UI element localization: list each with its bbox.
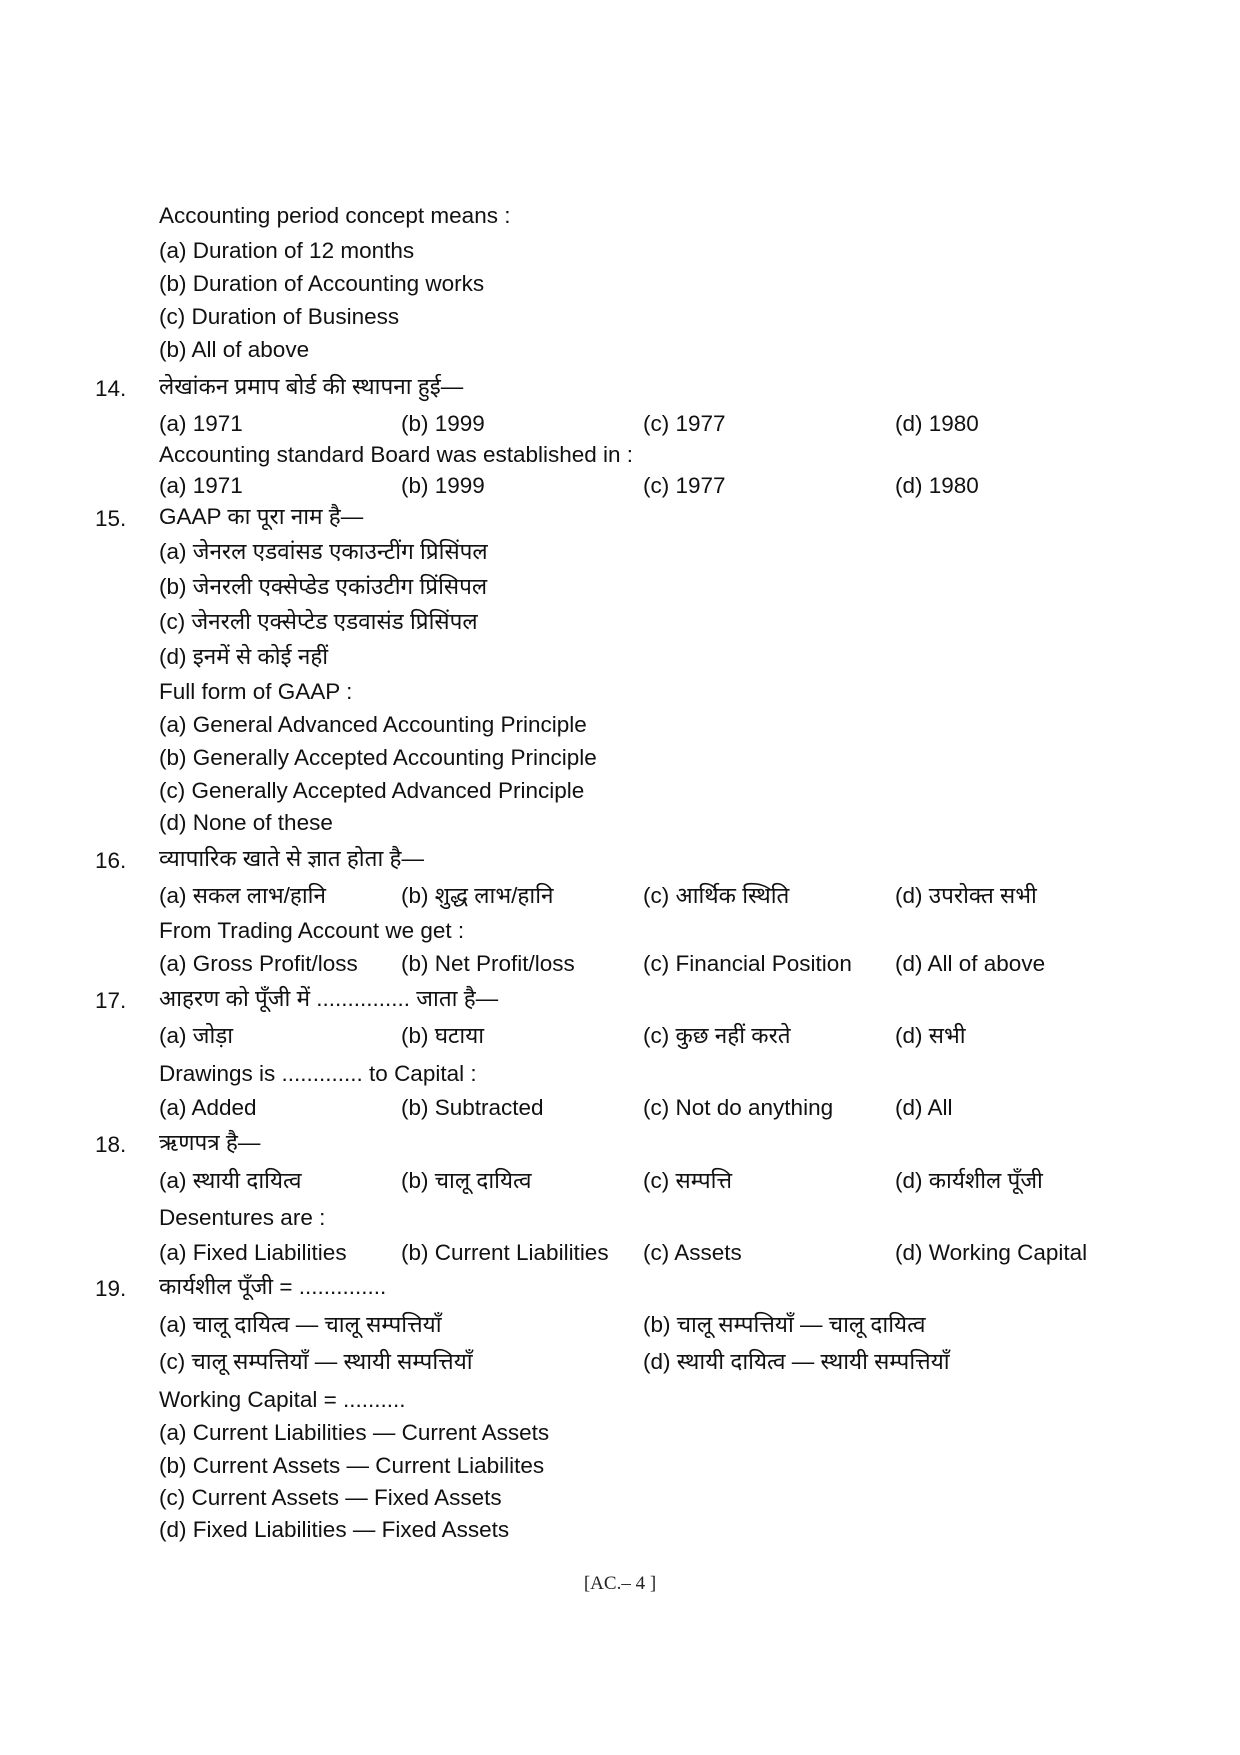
question-text-en: From Trading Account we get :: [159, 918, 465, 943]
question-text-hi: कार्यशील पूँजी = ..............: [159, 1274, 387, 1299]
option-hi: (b) 1999: [401, 411, 485, 436]
option-hi: (c) जेनरली एक्सेप्टेड एडवासंड प्रिसिंपल: [159, 609, 478, 634]
option-en: (b) Net Profit/loss: [401, 951, 575, 976]
option-hi: (d) इनमें से कोई नहीं: [159, 644, 329, 669]
option-hi: (b) शुद्ध लाभ/हानि: [401, 883, 554, 908]
option-hi: (a) 1971: [159, 411, 243, 436]
option-en: (c) Assets: [643, 1240, 742, 1265]
option-en: (b) Current Assets — Current Liabilites: [159, 1453, 545, 1478]
question-text-hi: GAAP का पूरा नाम है—: [159, 504, 364, 529]
option-hi: (d) स्थायी दायित्व — स्थायी सम्पत्तियाँ: [643, 1349, 950, 1374]
option-hi: (b) चालू सम्पत्तियाँ — चालू दायित्व: [643, 1312, 926, 1337]
question-number: 16.: [95, 848, 127, 873]
option-en: (c) Financial Position: [643, 951, 852, 976]
option-en: (c) Duration of Business: [159, 304, 400, 329]
option-en: (d) 1980: [895, 473, 979, 498]
question-text-hi: ऋणपत्र है—: [159, 1130, 261, 1155]
option-hi: (c) कुछ नहीं करते: [643, 1023, 791, 1048]
option-hi: (d) सभी: [895, 1023, 966, 1048]
option-en: (a) Current Liabilities — Current Assets: [159, 1420, 550, 1445]
option-hi: (b) घटाया: [401, 1023, 485, 1048]
question-text-en: Working Capital = ..........: [159, 1387, 406, 1412]
option-hi: (d) कार्यशील पूँजी: [895, 1168, 1043, 1193]
option-hi: (d) 1980: [895, 411, 979, 436]
option-en: (a) Added: [159, 1095, 257, 1120]
option-en: (c) 1977: [643, 473, 726, 498]
option-en: (a) 1971: [159, 473, 243, 498]
option-en: (a) General Advanced Accounting Principle: [159, 712, 587, 737]
option-en: (b) Generally Accepted Accounting Principle: [159, 745, 597, 770]
option-en: (d) Working Capital: [895, 1240, 1088, 1265]
option-hi: (a) जोड़ा: [159, 1023, 234, 1048]
option-en: (d) All: [895, 1095, 953, 1120]
question-text-en: Accounting period concept means :: [159, 203, 511, 228]
option-hi: (c) सम्पत्ति: [643, 1168, 733, 1193]
option-en: (b) All of above: [159, 337, 310, 362]
option-en: (c) Generally Accepted Advanced Principle: [159, 778, 585, 803]
question-number: 14.: [95, 376, 127, 401]
question-text-en: Accounting standard Board was established in :: [159, 442, 634, 467]
option-hi: (a) जेनरल एडवांसड एकाउन्टींग प्रिसिंपल: [159, 539, 488, 564]
option-hi: (a) चालू दायित्व — चालू सम्पत्तियाँ: [159, 1312, 442, 1337]
option-hi: (d) उपरोक्त सभी: [895, 883, 1037, 908]
option-en: (a) Duration of 12 months: [159, 238, 415, 263]
question-text-en: Desentures are :: [159, 1205, 326, 1230]
option-hi: (a) सकल लाभ/हानि: [159, 883, 326, 908]
option-en: (b) Current Liabilities: [401, 1240, 609, 1265]
page-footer: [AC.– 4 ]: [583, 1573, 657, 1594]
option-en: (a) Gross Profit/loss: [159, 951, 358, 976]
option-hi: (c) आर्थिक स्थिति: [643, 883, 790, 908]
question-number: 17.: [95, 988, 127, 1013]
option-en: (b) Duration of Accounting works: [159, 271, 485, 296]
option-en: (c) Not do anything: [643, 1095, 834, 1120]
option-hi: (a) स्थायी दायित्व: [159, 1168, 302, 1193]
question-number: 19.: [95, 1276, 127, 1301]
question-text-hi: आहरण को पूँजी में ............... जाता है—: [159, 986, 499, 1011]
option-en: (b) Subtracted: [401, 1095, 544, 1120]
option-hi: (c) चालू सम्पत्तियाँ — स्थायी सम्पत्तियाँ: [159, 1349, 473, 1374]
question-text-en: Full form of GAAP :: [159, 679, 353, 704]
question-number: 18.: [95, 1132, 127, 1157]
option-en: (a) Fixed Liabilities: [159, 1240, 347, 1265]
question-number: 15.: [95, 506, 127, 531]
question-text-hi: व्यापारिक खाते से ज्ञात होता है—: [159, 846, 424, 871]
option-hi: (b) चालू दायित्व: [401, 1168, 532, 1193]
option-en: (d) None of these: [159, 810, 333, 835]
option-hi: (c) 1977: [643, 411, 726, 436]
option-en: (c) Current Assets — Fixed Assets: [159, 1485, 502, 1510]
question-text-hi: लेखांकन प्रमाप बोर्ड की स्थापना हुई—: [159, 374, 464, 399]
option-en: (b) 1999: [401, 473, 485, 498]
question-text-en: Drawings is ............. to Capital :: [159, 1061, 477, 1086]
option-hi: (b) जेनरली एक्सेप्डेड एकांउटीग प्रिंसिपल: [159, 574, 488, 599]
option-en: (d) Fixed Liabilities — Fixed Assets: [159, 1517, 510, 1542]
option-en: (d) All of above: [895, 951, 1046, 976]
